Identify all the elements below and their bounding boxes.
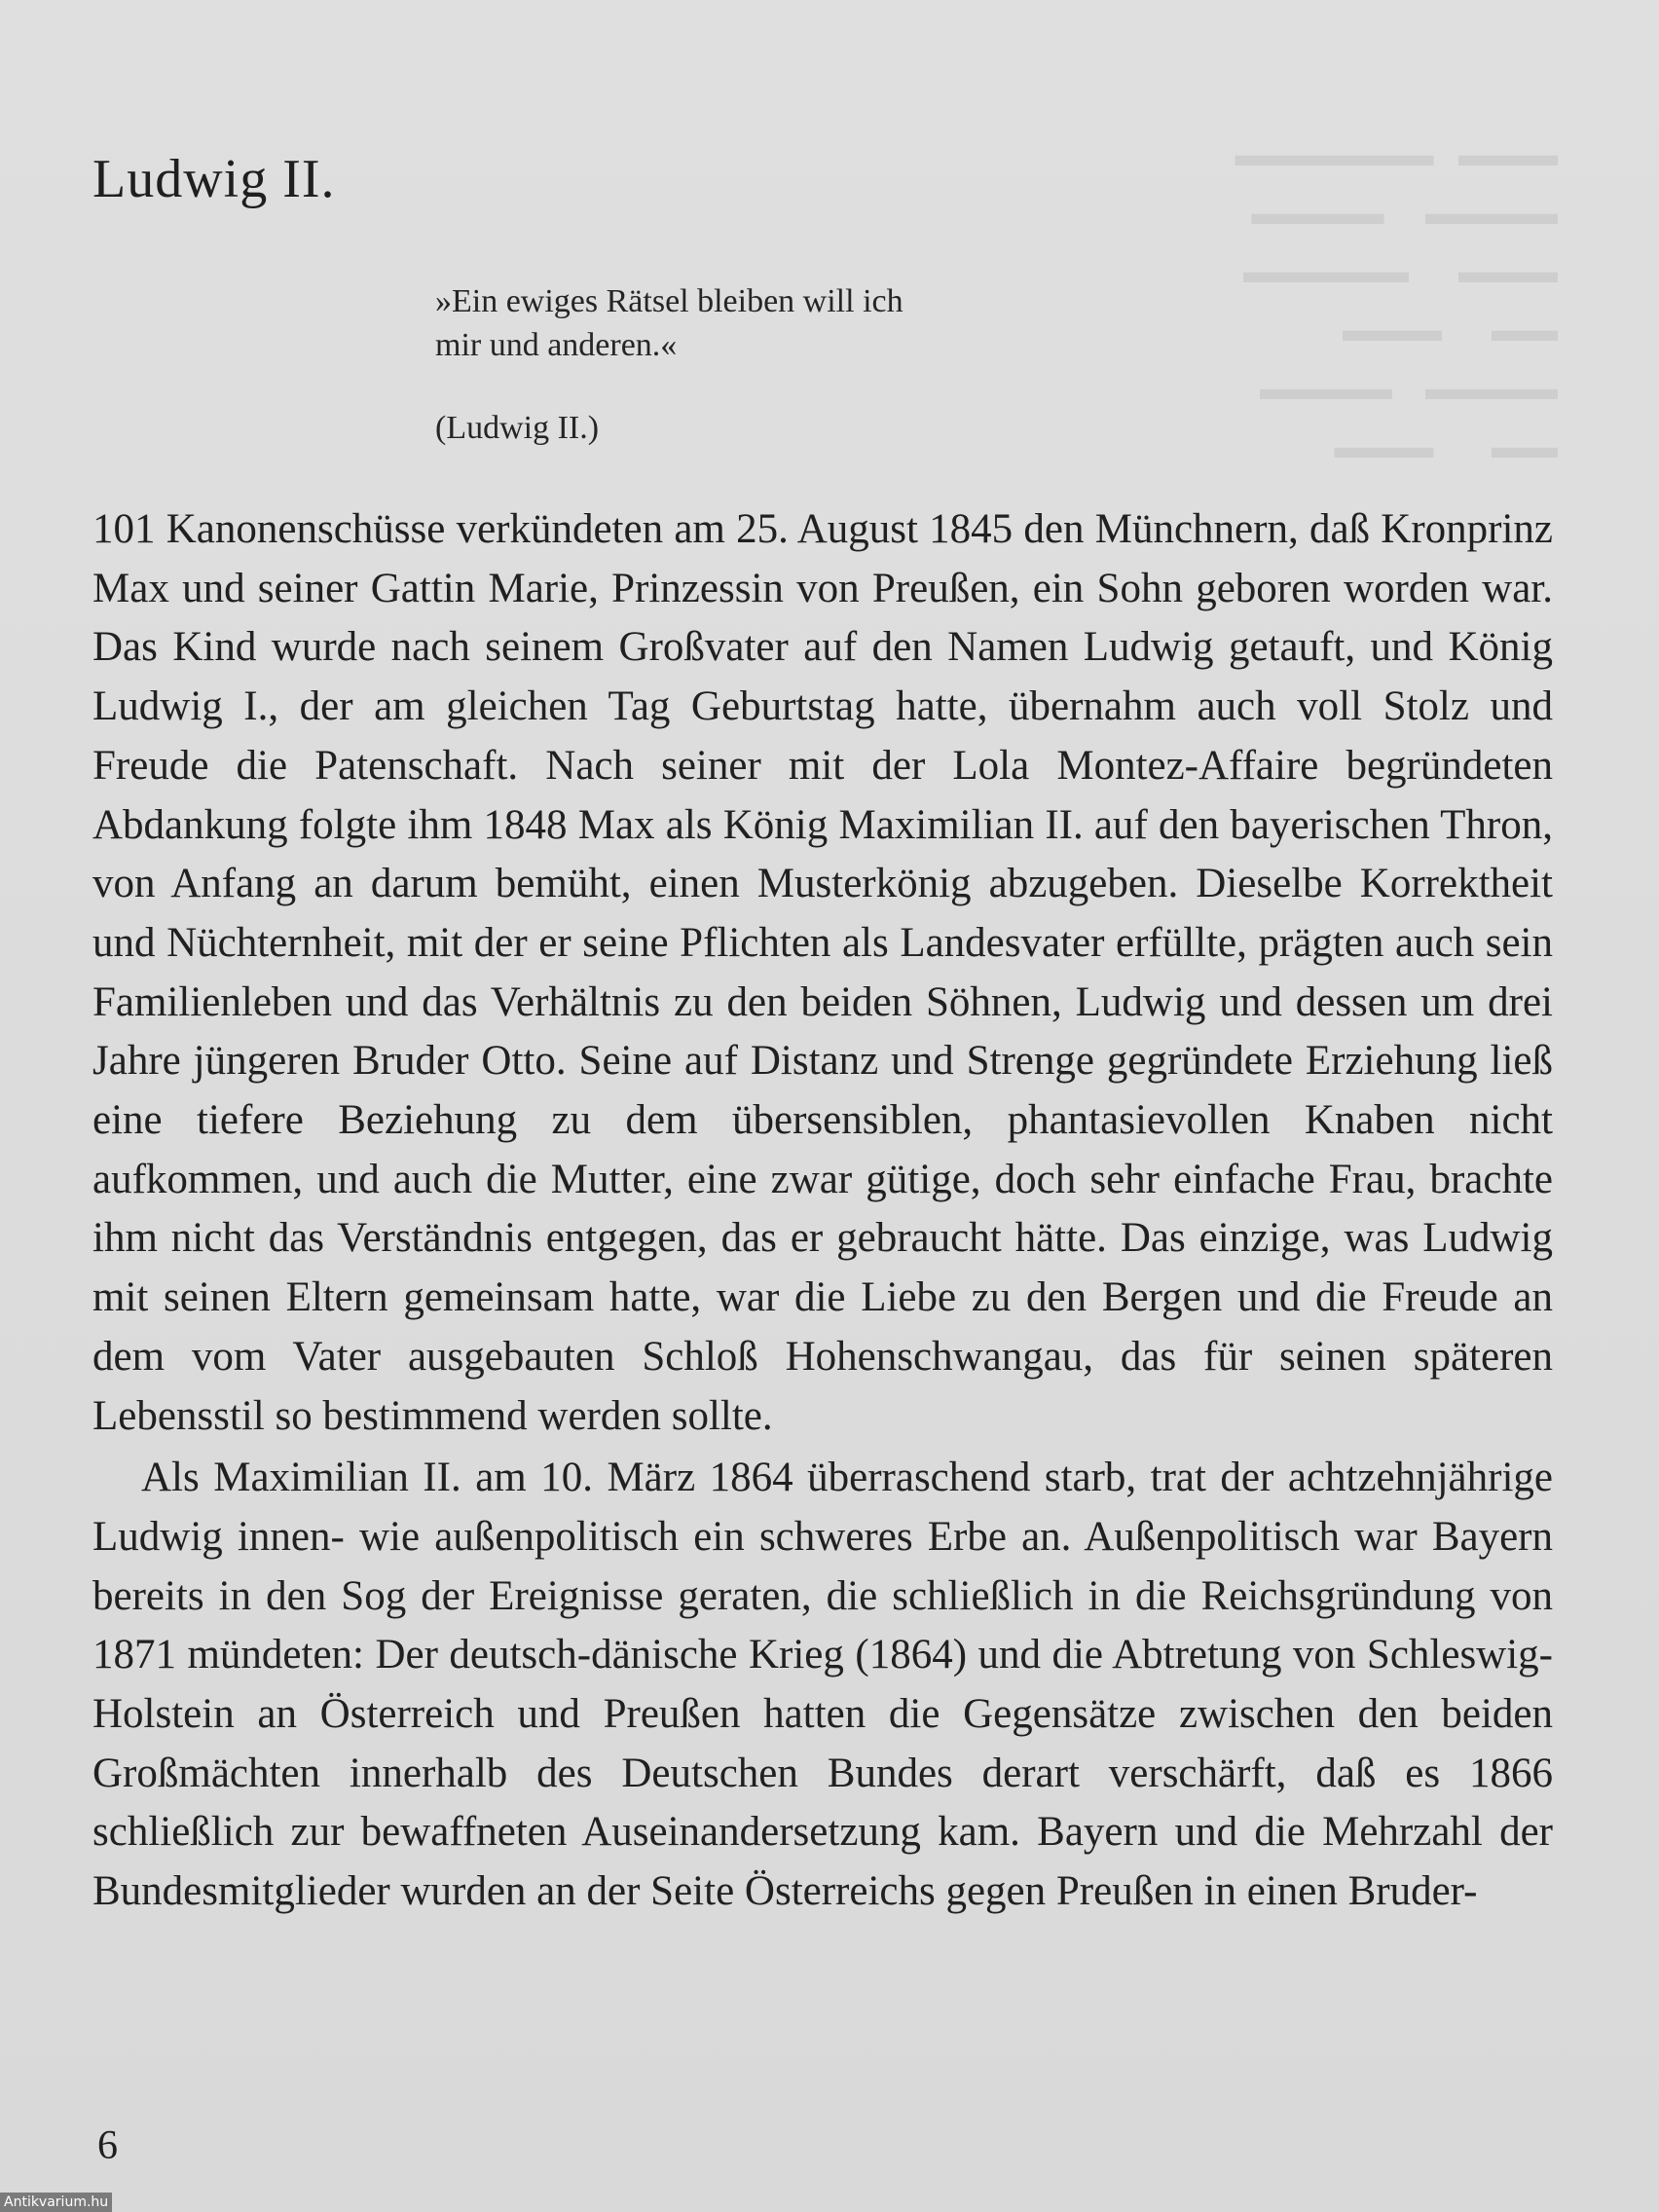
epigraph [435,279,1058,450]
bleed-through-shadow: ▬▬▬ ▬▬▬▬▬▬ ▬▬▬▬ ▬▬▬▬ ▬▬▬ ▬▬▬▬▬ ▬▬ ▬▬▬ ▬▬▬▬ ▬▬▬▬ ▬▬ ▬▬▬ [1235,137,1558,465]
page-title: Ludwig II. [92,149,336,209]
page-number: 6 [97,2123,118,2168]
paragraph: Als Maximilian II. am 10. März 1864 überraschend starb, trat der achtzehnjährige Ludwig innen- wie außenpolitisch ein schweres Erbe an. Außenpolitisch war Bayern bereits in den Sog der Ereignisse geraten, die schließlich in die Reichsgründung von 1871 mündeten: Der deutsch-dänische Krieg (1864) und die Abtretung von Schleswig-Holstein an Österreich und Preußen hatten die Gegensätze zwischen den beiden Großmächten innerhalb des Deutschen Bundes derart verschärft, daß es 1866 schließlich zur bewaffneten Auseinandersetzung kam. Bayern und die Mehrzahl der Bundesmitglieder wurden an der Seite Österreichs gegen Preußen in einen Bruder- [92,1455,1553,1915]
paragraph: 101 Kanonenschüsse verkündeten am 25. August 1845 den Münchnern, daß Kronprinz Max und seiner Gattin Marie, Prinzessin von Preußen, ein Sohn geboren worden war. Das Kind wurde nach seinem Großvater auf den Namen Ludwig getauft, und König Ludwig I., der am gleichen Tag Geburtstag hatte, übernahm auch voll Stolz und Freude die Patenschaft. Nach seiner mit der Lola Montez-Affaire begründeten Abdankung folgte ihm 1848 Max als König Maximilian II. auf den bayerischen Thron, von Anfang an darum bemüht, einen Musterkönig abzugeben. Dieselbe Korrektheit und Nüchternheit, mit der er seine Pflichten als Landesvater erfüllte, prägten auch sein Familienleben und das Verhältnis zu den beiden Söhnen, Ludwig und dessen um drei Jahre jüngeren Bruder Otto. Seine auf Distanz und Strenge gegründete Erziehung ließ eine tiefere Beziehung zu dem übersensiblen, phantasievollen Knaben nicht aufkommen, und auch die Mutter, eine zwar gütige, doch sehr einfache Frau, brachte ihm nicht das Verständnis entgegen, das er gebraucht hätte. Das einzige, was Ludwig mit seinen Eltern gemeinsam hatte, war die Liebe zu den Bergen und die Freude an dem vom Vater ausgebauten Schloß Hohenschwangau, das für seinen späteren Lebensstil so bestimmend werden sollte. [92,506,1553,1439]
epigraph-quote: »Ein ewiges Rätsel bleiben will ich mir und anderen.« [435,283,903,363]
body-text [92,500,1553,1922]
watermark: Antikvarium.hu [0,2193,112,2212]
epigraph-attribution: (Ludwig II.) [435,410,600,446]
